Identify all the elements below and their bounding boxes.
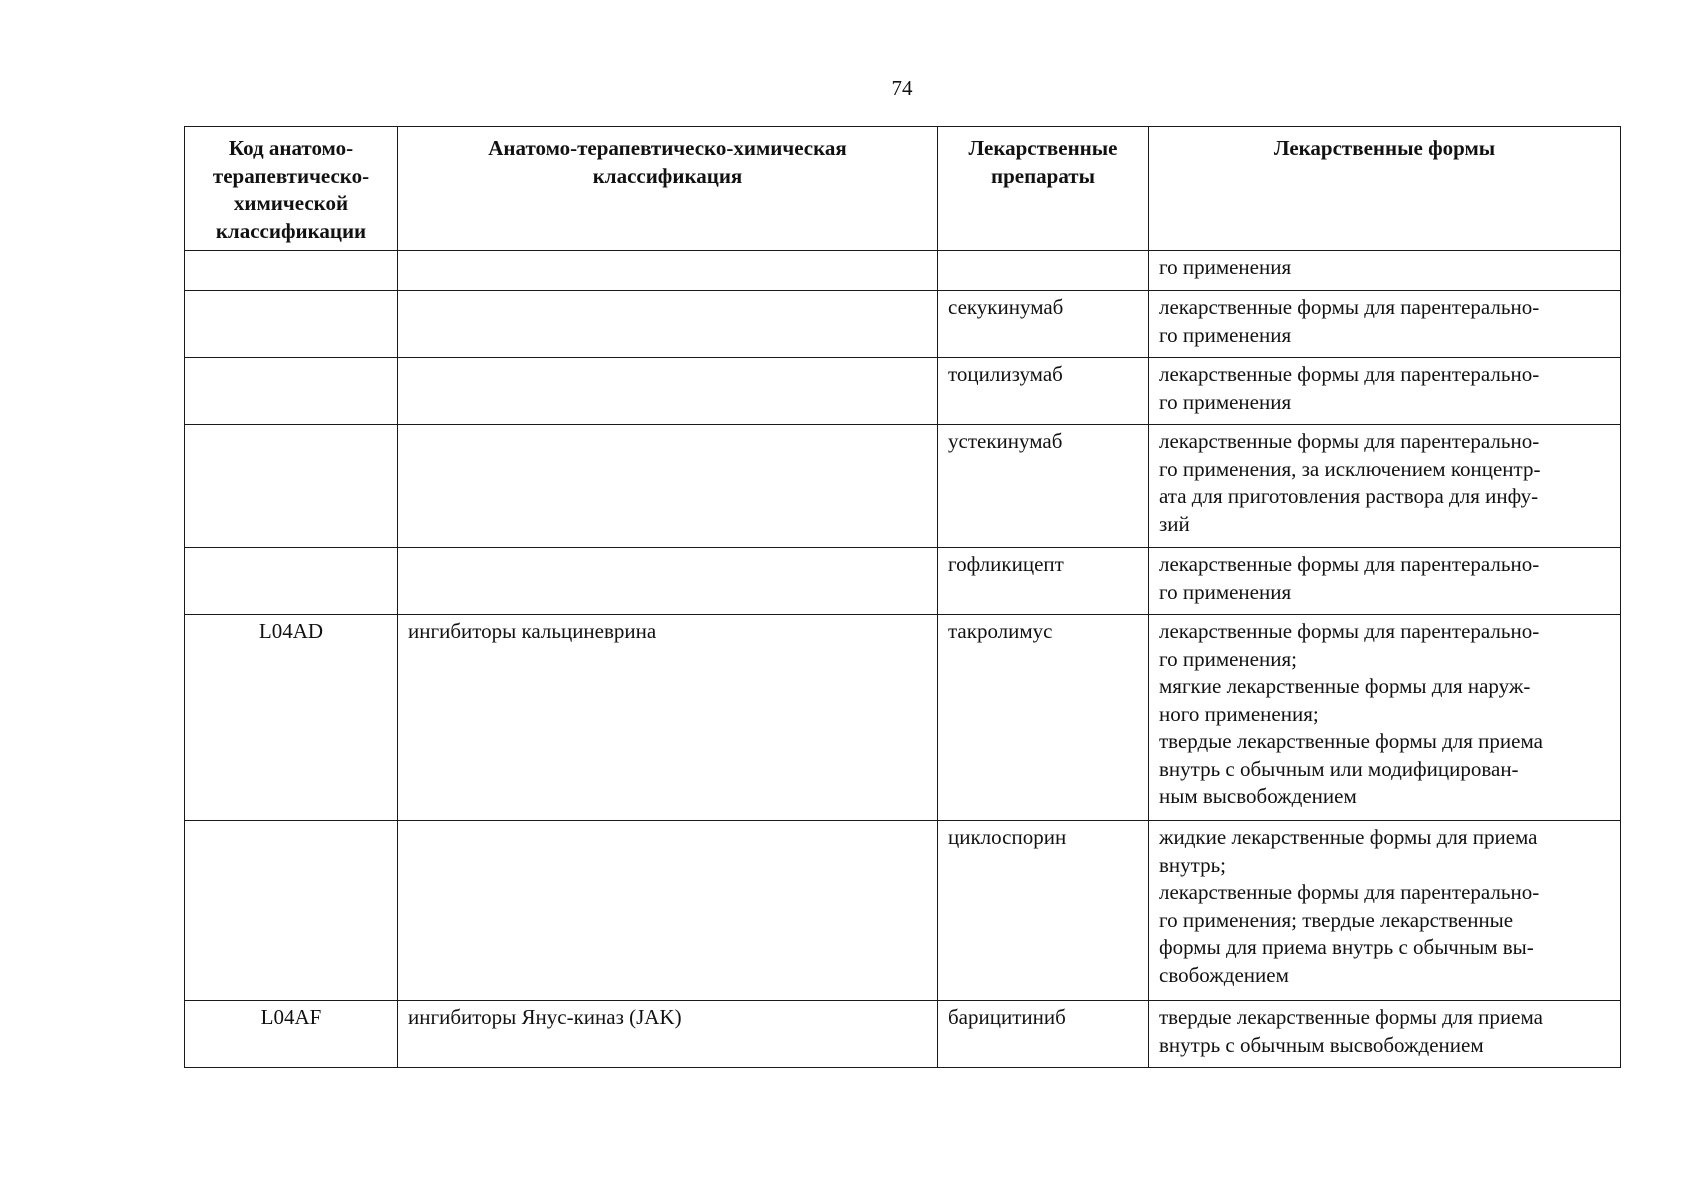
cell-code [185, 291, 398, 358]
table-header-row [185, 127, 1621, 251]
cell-forms: го применения [1149, 251, 1621, 291]
cell-code: L04AD [185, 615, 398, 821]
cell-forms: лекарственные формы для парентерально- го применения [1149, 358, 1621, 425]
cell-classification: ингибиторы кальциневрина [398, 615, 938, 821]
cell-classification [398, 821, 938, 1001]
cell-drug: тоцилизумаб [938, 358, 1149, 425]
table-row [185, 358, 1621, 425]
table-row [185, 291, 1621, 358]
cell-drug: циклоспорин [938, 821, 1149, 1001]
cell-classification [398, 548, 938, 615]
cell-code [185, 358, 398, 425]
cell-forms: жидкие лекарственные формы для приема внутрь; лекарственные формы для парентерально- го применения; твердые лекарственные формы для приема внутрь с обычным вы- свобождением [1149, 821, 1621, 1001]
cell-drug [938, 251, 1149, 291]
table-row [185, 821, 1621, 1001]
cell-drug: такролимус [938, 615, 1149, 821]
cell-classification [398, 358, 938, 425]
cell-forms: лекарственные формы для парентерально- го применения, за исключением концентр- ата для приготовления раствора для инфу- зий [1149, 425, 1621, 548]
cell-code [185, 251, 398, 291]
cell-classification: ингибиторы Янус-киназ (JAK) [398, 1001, 938, 1068]
atc-drug-table [184, 126, 1621, 1068]
header-atc-code: Код анатомо- терапевтическо- химической классификации [185, 127, 398, 251]
header-dosage-forms: Лекарственные формы [1149, 127, 1621, 251]
cell-forms: лекарственные формы для парентерально- го применения [1149, 548, 1621, 615]
table-row [185, 548, 1621, 615]
table-row [185, 615, 1621, 821]
table-row [185, 425, 1621, 548]
page-number: 74 [891, 76, 913, 100]
cell-classification [398, 291, 938, 358]
cell-drug: устекинумаб [938, 425, 1149, 548]
cell-drug: гофликицепт [938, 548, 1149, 615]
cell-code [185, 548, 398, 615]
cell-forms: лекарственные формы для парентерально- го применения; мягкие лекарственные формы для наруж- ного применения; твердые лекарственные формы для приема внутрь с обычным или модифицирован- ным высвобождением [1149, 615, 1621, 821]
header-atc-classification: Анатомо-терапевтическо-химическая классификация [398, 127, 938, 251]
cell-forms: лекарственные формы для парентерально- го применения [1149, 291, 1621, 358]
cell-code [185, 821, 398, 1001]
header-drugs: Лекарственные препараты [938, 127, 1149, 251]
cell-code: L04AF [185, 1001, 398, 1068]
cell-code [185, 425, 398, 548]
cell-forms: твердые лекарственные формы для приема внутрь с обычным высвобождением [1149, 1001, 1621, 1068]
cell-drug: барицитиниб [938, 1001, 1149, 1068]
cell-classification [398, 425, 938, 548]
cell-classification [398, 251, 938, 291]
table-row [185, 251, 1621, 291]
table-row [185, 1001, 1621, 1068]
cell-drug: секукинумаб [938, 291, 1149, 358]
